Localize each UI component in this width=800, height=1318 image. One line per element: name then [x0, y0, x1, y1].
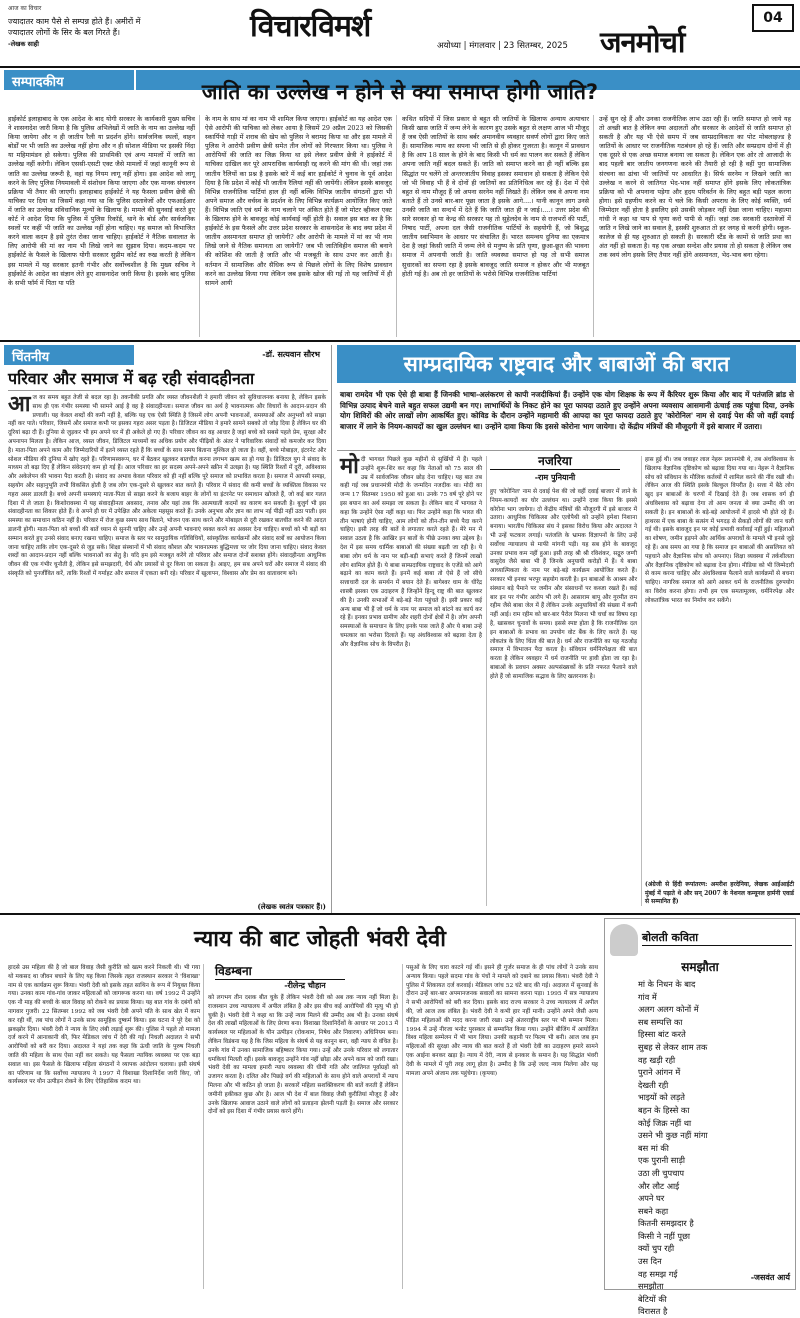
column-divider: [199, 115, 200, 337]
column-divider: [203, 964, 204, 1289]
poem-line: बेटियों की: [638, 1293, 667, 1304]
poem-line: क्यों चुप रही: [638, 1243, 675, 1254]
poem-line: वह खड़ी रही: [638, 1054, 676, 1065]
baba-col-1: [340, 453, 482, 900]
poem-line: समझौता: [638, 1281, 664, 1292]
section-logo: विचारविमर्श: [250, 9, 371, 44]
vidambana-label: विडम्बना: [215, 962, 345, 980]
editorial-col-2: के नाम के साथ मां का नाम भी शामिल किया जाएगा। हाईकोर्ट का यह आदेश एक ऐसे आरोपी की याचिका को लेकर आया है जिसमें 29 अप्रैल 2023 को जिसकी स्कार्पियो गाड़ी में शराब की खेप को पुलिस ने बरामद किया था और इस मामले में पुलिस ने आरोपी प्रवीण छेत्री समेत तीन लोगों को गिरफ्तार किया था। पुलिस ने आरोपियों की जाति का जिक्र किया था इसे लेकर प्रवीण छेत्री ने हाईकोर्ट में याचिका दाखिल कर पूरे आपराधिक कार्यवाही रद्द करने की मांग की थी। जहां तक जातीय रैलियों का प्रश्न है इसके बारे में कई बार हाईकोर्ट ने चुनाव के पूर्व आदेश दिया है कि प्रदेश में कोई भी जातीय रैलियां नहीं की जायेंगी। लेकिन इसके बावजूद विभिन्न राजनीतिक पार्टियां हाल ही नहीं बल्कि विभिन्न जातीय संगठनों द्वारा भी अपने समाज और वर्चस्व के प्रदर्शन के लिए विभिन्न कार्यक्रम आयोजित किए जाते हैं। विभिन्न जाति एवं धर्म के नाम चलाने पर अंकित होते हैं जो मोटर व्हीकल एक्ट के खिलाफ होने के बावजूद कोई कार्यवाई नहीं होती है। सवाल इस बात का है कि हाईकोर्ट के इस फैसले और उत्तर प्रदेश सरकार के शासनादेश के बाद क्या प्रदेश में जातीय असमानता समाप्त हो जायेगी? और आरोपी के मामले में मां का भी नाम लिखे जाने से नैतिक समानता आ जायेगी? जब भी जातिविहीन समाज की बनाने की कोशिश की जाती है जाति और भी मजबूती के साथ उभर कर आती है। वर्तमान में सामाजिक और सैधिक रूप से पिछले लोगों के लिए विशेष प्रावधान करने का उल्लेख किया गया लेकिन जब इसके खोज की गई तो यह जातियों में ही सामने आयी: [205, 115, 392, 287]
editorial-col-3: कथित सदियों में जिस प्रकार से बहुत सी जातियों के खिलाफ अन्याय अत्याचार किसी खास जाति में जन्म लेने के कारण हुए उसके बहुत से लक्षण आज भी मौजूद हैं जब ऐसी जातियों के साथ बर्बर अमानवीय व्यवहार सवर्ण लोगों द्वारा किए जाते हैं। सामाजिक न्याय का सपना भी जाति से ही होकर गुजरता है। कानून में प्रावधान है कि आप 18 साल के होने के बाद किसी भी धर्म का पालन कर सकते हैं लेकिन अपना जाति नहीं बदल सकते हैं। जाति को समाप्त करने का ही नहीं बल्कि इस सिद्धांत पर चलेंगे तो अन्तरजातीय विवाह इसका समाधान हो सकता है लेकिन ऐसे जो भी विवाह भी हैं वे दोनों ही जातियों का प्रतिनिधित्व कर रहे हैं। देश में ऐसे बहुत से नाम मौजूद हैं जो अपना सरनेम नहीं लिखते हैं। लेकिन जब वे अपना नाम बताते हैं तो उनसे बार-बार पूछा जाता है इसके आगे....। यानी कानून लाग उनसे उनकी जाति का सन्दर्भ में देते हैं कि जाति जात ही न जाई।....। उत्तर प्रदेश की सारे सरकार हो या केन्द्र की सरकार यह तो सुहेलदेव के नाम से राजभरों की पार्टी, निषाद पार्टी, अपना दल जैसी राजनीतिक पार्टियों के सहयोगी हैं, जो बिशुद्ध जातीय स्वाभिमान के आधार पर संचालित हैं। भारत समन्वय दुनिया का एकमात्र देश है जहां किसी जाति में जन्म लेने से मनुष्य के प्रति घृणा, छुआ-छूत की भावना समाज में अपनायी जाती है। जाति व्यवस्था समाप्त हो यह तो सभी समाज सुधारकों का सपना रहा है इसके बावजूद जाति समाज न होकर और भी मजबूत होती गई है। अब तो हर जातियों के भरोसे विभिन्न राजनीतिक पार्टियां: [402, 115, 589, 278]
poem-line: कितनी समझदार है: [638, 1218, 694, 1229]
poem-line: सबने कहा: [638, 1205, 669, 1216]
thought-author: -लेखक साही: [8, 40, 39, 48]
poem-line: किसी ने नहीं पूछा: [638, 1230, 690, 1241]
intro-rule: [337, 450, 796, 451]
chintan-headline: परिवार और समाज में बढ़ रही संवादहीनता: [8, 368, 328, 391]
chintan-body: [8, 391, 326, 900]
poem-line: बस मां की: [638, 1142, 669, 1153]
thought-label: आज का विचार: [8, 5, 42, 12]
poem-line: उस दिन: [638, 1256, 662, 1267]
poem-line: पुराने आंगन में: [638, 1067, 681, 1078]
poem-line: अलग अलग कोनों में: [638, 1004, 699, 1015]
bhanwari-byline: -रीलेन्द्र चौहान: [284, 980, 326, 990]
masthead-rule: [0, 66, 800, 68]
thought-quote: ज्यादातर काम पैसे से सम्पन्न होते हैं। अमीरों में ज्यादातर लोगों के सिर के बल गिरते हैं।: [8, 17, 141, 37]
column-divider: [402, 964, 403, 1289]
poem-line: एक पुरानी साड़ी: [638, 1155, 685, 1166]
poet-photo: [610, 924, 638, 956]
baba-footer: (अंग्रेजी से हिंदी रूपांतरण: अमरीश हरदेनिया, लेखक आईआईटी मुंबई में पढ़ाते थे और सन् 2007 के नेशनल कम्यूनल हार्मनी एवार्ड से सम्मानित हैं): [645, 881, 794, 905]
editorial-col-1: हाईकोर्ट इलाहाबाद के एक आदेश के बाद योगी सरकार के कार्यकारी मुख्य सचिव ने शासनादेश जारी किया है कि पुलिस अभिलेखों में जाति के नाम का उल्लेख नहीं किया जायेगा और न ही जातीय रैली या प्रदर्शन होंगे। सार्वजनिक स्थलों, वाहन बोर्डों पर भी जाति का उल्लेख नहीं होगा और न ही सोशल मीडिया पर इसकी निंदा या महिमामंडन हो सकेगा। पुलिस की प्राथमिकी एवं अन्य मामलों में जाति का उल्लेख नहीं करेगी। लेकिन एससी-एसटी एक्ट जैसे मामलों में जहां कानूनी रूप से जाति का उल्लेख जरूरी है, वहां यह नियम लागू नहीं होगा। इस आदेश को लागू करने के लिए पुलिस नियमावली में संशोधन किया जाएगा और एक मानक संचालन प्रक्रिया भी तैयार की जाएगी। इलाहाबाद हाईकोर्ट ने यह फैसला प्रवीण छेत्री की याचिका पर दिया था जिसमें कहा गया था कि पुलिस दस्तावेजों और एफआईआर में जाति का उल्लेख संविधानिक मूल्यों के खिलाफ है। मामले की सुनवाई करते हुए कोर्ट ने आदेश दिया कि पुलिस में पुलिस रिकॉर्ड, थाने के बोर्ड और सार्वजनिक स्थलों पर कहीं भी जाति का उल्लेख नहीं होना चाहिए। यह समाज को विभाजित करने वाला कदम है इसे तुरंत रोका जाना चाहिए। हाईकोर्ट ने नैतिक सवालात के लिए आरोपी की मां का नाम भी लिखे जाने का सुझाव दिया। कदम-कदम पर हाईकोर्ट के फैसले के खिलाफ योगी सरकार सुप्रीम कोर्ट का रुख करती है लेकिन इस मामले में यह सरकार इतनी गंभीर और सर्वोच्चशील है कि मुख्य सचिव ने हाईकोर्ट के आदेश का संज्ञान लेते हुए शासनादेश जारी किया है। इसके बाद पुलिस के सभी फॉर्म में पिता या पति: [8, 115, 195, 287]
poem-line: वह समझ गई: [638, 1268, 678, 1279]
poem-line: कोई जिक्र नहीं था: [638, 1117, 692, 1128]
section-rule: [0, 340, 800, 342]
poem-line: देखती रही: [638, 1079, 669, 1090]
bhanwari-headline: न्याय की बाट जोहती भंवरी देवी: [194, 927, 446, 952]
poem-title: समझौता: [681, 960, 719, 974]
poem-line: मां के निधन के बाद: [638, 979, 696, 989]
baba-byline: -राम पुनियानी: [534, 472, 576, 482]
poem-line: उसने भी कुछ नहीं मांगा: [638, 1130, 708, 1141]
baba-headline: साम्प्रदायिक राष्ट्रवाद और बाबाओं की बरात: [403, 352, 730, 376]
bhanwari-col-1: हादसे उस महिला की है जो बाल विवाह जैसी कुरीति को खत्म करने निकली थी। भी गया थो मकसद था जीवन बचाने के लिए यह किया जिसके तहत राजस्थान सरकार ने 'विशाखा' नाम से एक कार्यक्रम शुरू किया। भंवरी देवी को इसके तहत साथिन के रूप में नियुक्त किया गया। उनका काम गांव-गांव जाकर महिलाओं को जागरूक करना था। वर्ष 1992 में उन्होंने एक नौ माह की बच्ची के बाल विवाह को रोकने का प्रयास किया। यह बात गांव के दबंगों को नागवार गुजरी। 22 सितम्बर 1992 को जब भंवरी देवी अपने पति के साथ खेत में काम कर रही थीं, तब पांच लोगों ने उनके साथ सामूहिक दुष्कर्म किया। इस घटना ने पूरे देश को झकझोर दिया। भंवरी देवी ने न्याय के लिए लंबी लड़ाई शुरू की। पुलिस ने पहले तो मामला दर्ज करने में आनाकानी की, फिर मेडिकल जांच में देरी की गई। निचली अदालत ने सभी आरोपियों को बरी कर दिया। अदालत ने यहां तक कहा कि ऊंची जाति के पुरुष निचली जाति की महिला के साथ ऐसा नहीं कर सकते। यह फैसला न्यायिक व्यवस्था पर एक बड़ा सवाल था। इस फैसले के खिलाफ महिला संगठनों ने व्यापक आंदोलन चलाया। इसी संघर्ष का परिणाम था कि सर्वोच्च न्यायालय ने 1997 में विशाखा दिशानिर्देश जारी किए, जो कार्यस्थल पर यौन उत्पीड़न रोकने के लिए ऐतिहासिक कदम था।: [8, 965, 200, 1086]
baba-col-2: हुए 'कोरोनिल' नाम से दवाई पेश की जो वहीं दवाई बाजार में लाने के नियम-कायदों का घोर उल्लंघन था। उन्होंने दावा किया कि इससे कोरोना भाग जायेगा। दो केंद्रीय मंत्रियों की मौजूदगी में इसे बाजार में उतारा। आधुनिक चिकित्सा और एलोपैथी को उन्होंने हमेशा निशाना बनाया। भारतीय चिकित्सा संघ ने इसका विरोध किया और अदालत ने भी उन्हें फटकार लगाई। पतंजलि के भ्रामक विज्ञापनों के लिए उन्हें सर्वोच्च न्यायालय से माफी मांगनी पड़ी। यह सब होने के बावजूद उनका प्रभाव कम नहीं हुआ। इसी तरह श्री श्री रविशंकर, सद्गुरु जग्गी वासुदेव जैसे बाबा भी हैं जिनके अनुयायी करोड़ों में हैं। ये बाबा आध्यात्मिकता के नाम पर बड़े-बड़े कार्यक्रम आयोजित करते हैं। सरकार भी इनका भरपूर सहयोग करती है। इन बाबाओं के आश्रम और संस्थान बड़े पैमाने पर जमीन और संसाधनों पर कब्जा रखते हैं। कई बार इन पर गंभीर आरोप भी लगे हैं। आसाराम बापू और गुरमीत राम रहीम जैसे बाबा जेल में हैं लेकिन उनके अनुयायियों की संख्या में कमी नहीं आई। राम रहीम को बार-बार पैरोल मिलना भी चर्चा का विषय रहा है, खासकर चुनावों के समय। इससे स्पष्ट होता है कि राजनीतिक दल इन बाबाओं के प्रभाव का उपयोग वोट बैंक के लिए करते हैं। यह लोकतंत्र के लिए चिंता की बात है। धर्म और राजनीति का यह गठजोड़ समाज में विभाजन पैदा करता है। संविधान धर्मनिरपेक्षता की बात करता है लेकिन व्यवहार में धर्म राजनीति पर हावी होता जा रहा है। बाबाओं के प्रवचन अक्सर अल्पसंख्यकों के प्रति नफरत फैलाने वाले होते हैं जो सामाजिक सद्भाव के लिए खतरनाक है।: [490, 489, 637, 680]
poem-author: -जसवंत आर्य: [750, 1272, 790, 1282]
poem-section-label: बोलती कविता: [642, 930, 792, 946]
poem-line: अपने घर: [638, 1193, 665, 1204]
poem-line: गांव में: [638, 991, 657, 1002]
bhanwari-col-3: पसुओं के लिए चारा काटने गई थीं। इसने ही गुर्जर समाज के ही पांच लोगों ने उनके साथ अन्याय किया। पहले सदमा गांव के पंचों ने मामले को दबाने का प्रयास किया। भंवरी देवी ने पुलिस में शिकायत दर्ज करवाई। मेडिकल जांच 52 घंटे बाद की गई। अदालत में सुनवाई के दौरान उन्हें बार-बार अपमानजनक सवालों का सामना करना पड़ा। 1995 में सत्र न्यायालय ने सभी आरोपियों को बरी कर दिया। इसके बाद राज्य सरकार ने उच्च न्यायालय में अपील की, जो आज तक लंबित है। भंवरी देवी ने कभी हार नहीं मानी। उन्होंने अपने जैसी अन्य पीड़ित महिलाओं की मदद करना जारी रखा। उन्हें अंतरराष्ट्रीय स्तर पर भी सम्मान मिला। 1994 में उन्हें नीरजा भनोट पुरस्कार से सम्मानित किया गया। उन्होंने बीजिंग में आयोजित विश्व महिला सम्मेलन में भी भाग लिया। उनकी कहानी पर फिल्म भी बनी। आज जब हम महिलाओं की सुरक्षा और न्याय की बात करते हैं तो भंवरी देवी का उदाहरण हमारे सामने एक आईना बनकर खड़ा है। न्याय में देरी, न्याय से इनकार के समान है। यह सिद्धांत भंवरी देवी के मामले में पूरी तरह लागू होता है। उम्मीद है कि उन्हें जल्द न्याय मिलेगा और यह मामला अपने अंजाम तक पहुंचेगा। (कृपया): [406, 965, 598, 1077]
poem-line: उठा ली चुपचाप: [638, 1167, 685, 1178]
page-number: 04: [752, 4, 794, 32]
baba-col-3: हास हुई थी। जब जवाहर लाल नेहरू प्रधानमंत्री थे, तब अंधविश्वास के खिलाफ वैज्ञानिक दृष्टिकोण को बढ़ावा दिया गया था। नेहरू ने वैज्ञानिक सोच को संविधान के मौलिक कर्तव्यों में शामिल करने की नींव रखी थी। लेकिन आज की स्थिति इसके बिल्कुल विपरीत है। सत्ता में बैठे लोग खुद इन बाबाओं के चरणों में दिखाई देते हैं। जब शासक वर्ग ही अंधविश्वास को बढ़ावा देगा तो आम जनता से क्या उम्मीद की जा सकती है। इन बाबाओं के बड़े-बड़े आयोजनों में हादसे भी होते रहे हैं। हाथरस में एक बाबा के सत्संग में भगदड़ से सैकड़ों लोगों की जान चली गई थी। इसके बावजूद इन पर कोई प्रभावी कार्रवाई नहीं हुई। महिलाओं का शोषण, जमीन हड़पने और आर्थिक अपराधों के मामले भी इनसे जुड़े रहे हैं। अब समय आ गया है कि समाज इन बाबाओं की असलियत को पहचाने और वैज्ञानिक सोच को अपनाए। शिक्षा व्यवस्था में तर्कशीलता और वैज्ञानिक दृष्टिकोण को बढ़ावा देना होगा। मीडिया को भी जिम्मेदारी से काम करना चाहिए और अंधविश्वास फैलाने वाले कार्यक्रमों से बचना चाहिए। नागरिक समाज को आगे आकर धर्म के राजनीतिक दुरुपयोग का विरोध करना होगा। तभी हम एक समतामूलक, धर्मनिरपेक्ष और लोकतांत्रिक भारत का निर्माण कर सकेंगे।: [645, 457, 794, 604]
column-divider: [641, 456, 642, 906]
editorial-section-label: सम्पादकीय: [4, 70, 134, 90]
poem-line: भाइयों को लड़ते: [638, 1092, 685, 1103]
chintan-section-label: चिंतनीय: [4, 345, 134, 365]
baba-intro: बाबा रामदेव भी एक ऐसे ही बाबा हैं जिनकी भाषा-अलंकरण से कापी नजदीकियां हैं। उन्होंने एक योग शिक्षक के रूप में कैरियर शुरू किया और बाद में पतंजलि ब्रांड से विभिन्न उत्पाद बेचने वाले बहुत सफल उद्यमी बन गए। लाभार्थियों के निकट होने का पूरा फायदा उठाते हुए उन्होंने अपना व्यवसाय आसमानी ऊंचाई तक पहुंचा दिया, उनके योग शिविरों की ओर लाखों लोग आकर्षित हुए। कोविड के दौरान उन्होंने महामारी की आपदा का पूरा फायदा उठाते हुए 'कोरोनिल' नाम से दवाई पेश की जो वहीं दवाई बाजार में लाने के नियम-कायदों का खुल उल्लंघन था। उन्होंने दावा किया कि इससे कोरोना भाग जायेगा। दो केंद्रीय मंत्रियों की मौजूदगी में इसे बाजार में उतारा।: [340, 390, 794, 431]
chintan-footer: (लेखक स्वतंत्र पत्रकार हैं।): [257, 902, 326, 911]
column-divider: [396, 115, 397, 337]
chintan-byline: -डॉ. सत्यवान सौरभ: [262, 349, 320, 359]
column-divider: [331, 345, 332, 913]
baba-dropcap: मो: [340, 453, 359, 479]
poem-line: और लौट आई: [638, 1180, 680, 1191]
poem-line: विरासत है: [638, 1306, 668, 1317]
nazariya-label: नजरिया: [490, 452, 620, 470]
thought-box: [8, 4, 158, 70]
column-divider: [593, 115, 594, 337]
baba-col-1-text: दी भागवत पिछले कुछ महीनों से सुर्खियों में हैं। पहले उन्होंने शुरू-शिर कर कहा कि नेताओं को 75 साल की उम्र में सार्वजनिक जीवन छोड़ देना चाहिए। यह बात तब कही गई जब प्रधानमंत्री मोदी के जन्मदिन नजदीक था। मोदी का जन्म 17 सितम्बर 1950 को हुआ था। उनके 75 वर्ष पूरे होने पर इस बयान का अर्थ समझा जा सकता है। लेकिन बाद में भागवत ने कहा कि उन्होंने ऐसा नहीं कहा था। फिर उन्होंने कहा कि भारत की तीन भाषाएं होनी चाहिए, आम लोगों को तीन-तीन बच्चे पैदा करने चाहिए। इसी तरह की बातें वे लगातार करते रहते हैं। मेरे मन में सवाल उठता है कि आखिर इन बातों के पीछे उनका क्या उद्देश्य है। देश में इस समय धार्मिक बाबाओं की संख्या बढ़ती जा रही है। ये बाबा लोग धर्म के नाम पर बड़ी-बड़ी सभाएं करते हैं जिनमें लाखों लोग शामिल होते हैं। ये बाबा साम्प्रदायिक राष्ट्रवाद के एजेंडे को आगे बढ़ाने का काम करते हैं। इनमें कई बाबा तो ऐसे हैं जो सीधे सत्ताधारी दल के समर्थन में बयान देते हैं। बागेश्वर धाम के धीरेंद्र शास्त्री इसका एक उदाहरण हैं जिन्होंने हिन्दू राष्ट्र की बात खुलकर की है। उनकी सभाओं में बड़े-बड़े नेता पहुंचते हैं। इसी प्रकार कई अन्य बाबा भी हैं जो धर्म के नाम पर समाज को बांटने का कार्य कर रहे हैं। इनका प्रभाव ग्रामीण और शहरी दोनों क्षेत्रों में है। लोग अपनी समस्याओं के समाधान के लिए इनके पास जाते हैं और ये बाबा उन्हें चमत्कार का भरोसा दिलाते हैं। यह अंधविश्वास को बढ़ावा देता है और वैज्ञानिक सोच के विपरीत है।: [340, 457, 482, 648]
section-rule: [0, 913, 800, 915]
poem-line: बहन के हिस्से का: [638, 1104, 690, 1115]
chintan-dropcap: आ: [8, 391, 31, 417]
editorial-col-4: उन्हें सुन रहे हैं और उनका राजनीतिक लाभ उठा रही हैं। जाति समाप्त हो जाये यह तो अच्छी बात है लेकिन क्या अदालतों और सरकार के आदेशों से जाति समाप्त हो सकती है और यह भी ऐसे समय में जब साम्प्रदायिकता का पोट मोबलाइज्ड है जातियों के आधार पर राजनीतिक गठबंधन हो रहे हैं। जाति और सम्प्रदाय दोनों में ही एक दूसरे से एक अच्छ समाज बनाया जा सकता है। लेकिन एक ओर तो आजादी के बाद पहली बार जातीय जनगणना करने की तैयारी हो रही है वहीं पुरा सामाजिक संरचना का ढांचा भी जातियों पर आधारित है। सिर्फ सरनेम न लिखने जाति का उल्लेख न करने से जातिगत भेद-भाव नहीं समाप्त होंगे इसके लिए लोकतांत्रिक प्रक्रिया को भी अपनाना पड़ेगा और हृदय परिवर्तन के लिए बहुत बड़ी पहल करना होगा। इसे ग्रहणीय करने का ये चले कि किसी अपराध के लिए कोई व्यक्ति, धर्म जिम्मेदार नहीं होता है इसलिए इसे उसकी जोड़कर नहीं देखा जाना चाहिए। महात्मा गांधी ने कहा था पाप से घृणा करो पापी से नहीं। जहां तक सरकारी दस्तावेजों में जाति न लिखे जाने का सवाल है, इसकी शुरुआत तो हर जगह से करनी होगी। स्कूल-कालेज से ही यह शुरुआत हो सकती है। सरकारी स्टैंड के कामों से जाति प्रथा का अंत नहीं हो सकता है। यह एक अच्छा सन्देश और प्रयास तो हो सकता है लेकिन जब तक स्वयं लोग इसके लिए तैयार नहीं होंगे असमानता, भेद-भाव बना रहेगा।: [599, 115, 791, 260]
dateline: अयोध्या | मंगलवार | 23 सितम्बर, 2025: [437, 41, 568, 51]
poem-line: सुबह से लेकर शाम तक: [638, 1041, 708, 1052]
bhanwari-col-2: को लगभग तीन दशक बीत चुके हैं लेकिन भंवरी देवी को अब तक न्याय नहीं मिला है। राजस्थान उच्च न्यायालय में अपील लंबित है और इस बीच कई आरोपियों की मृत्यु भी हो चुकी है। भंवरी देवी ने कहा था कि उन्हें न्याय मिलने की उम्मीद अब भी है। उनका संघर्ष देश की लाखों महिलाओं के लिए प्रेरणा बना। विशाखा दिशानिर्देशों के आधार पर 2013 में कार्यस्थल पर महिलाओं के यौन उत्पीड़न (रोकथाम, निषेध और निवारण) अधिनियम बना। लेकिन विडंबना यह है कि जिस महिला के संघर्ष से यह कानून बना, वही न्याय से वंचित है। उनके गांव में उनका सामाजिक बहिष्कार किया गया। उन्हें और उनके परिवार को लगातार धमकियां मिलती रहीं। इसके बावजूद उन्होंने गांव नहीं छोड़ा और अपने काम को जारी रखा। भंवरी देवी का मामला हमारी न्याय व्यवस्था की धीमी गति और जातिगत पूर्वाग्रहों को उजागर करता है। दलित और पिछड़े वर्ग की महिलाओं के साथ होने वाले अपराधों में न्याय मिलना और भी कठिन हो जाता है। सरकारें महिला सशक्तिकरण की बातें करती हैं लेकिन जमीनी हकीकत कुछ और है। आज भी देश में बाल विवाह जैसी कुरीतियां मौजूद हैं और उनके खिलाफ आवाज उठाने वाले लोगों को प्रताड़ना झेलनी पड़ती है। समाज और सरकार दोनों को इस दिशा में गंभीर प्रयास करने होंगे।: [208, 995, 398, 1116]
poem-line: हिस्सा बांट करते: [638, 1029, 686, 1040]
paper-logo: जनमोर्चा: [600, 25, 685, 59]
editorial-headline: जाति का उल्लेख न होने से क्या समाप्त होगी जाति?: [201, 80, 599, 104]
chintan-text: ज का समय बहुत तेजी से बदल रहा है। तकनीकी प्रगति और व्यस्त जीवनशैली ने हमारी जीवन को सुविधाजनक बनाया है, लेकिन इसके साथ ही एक गंभीर समस्या भी सामने आई है वह है संवादहीनता। समाज जीवन का अर्थ है भावनात्मक और विचारों के आदान-प्रदान की प्रणाली। यह केवल शब्दों की कमी नहीं है, बल्कि यह एक ऐसी स्थिति है जिसमें लोग अपनी भावनाओं, समस्याओं और अनुभवों को साझा नहीं कर पाते। परिवार, जिसमें और समाज कभी पर इसका गहरा असर पड़ता है। डिजिटल मीडिया ने हमारे सामने सबको तो जोड़ दिया है लेकिन घर की दूरियां बढ़ा दी हैं। दुनिया से जुड़कर भी हम अपने घर में ही अकेले हो गए हैं। परिवार जीवन का वह आधार है जहां बच्चे को सबसे पहले प्रेम, सुरक्षा और अपनापन मिलता है। लेकिन आज, व्यस्त जीवन, डिजिटल माध्यमों का अधिक प्रयोग और पीढ़ियों के अंतर ने पारिवारिक संवादों को कमजोर कर दिया है। माता-पिता अपने काम और जिम्मेदारियों में इतने व्यस्त रहते हैं कि बच्चों के साथ समय बिताना मुश्किल हो जाता है। वहीं, बच्चे मोबाइल, इंटरनेट और सोशल मीडिया की दुनिया में खोए रहते हैं। परिणामस्वरूप, घर में बैठकर खुलकर बातचीत करना लगभग खत्म सा हो गया है। डिजिटल युग ने संवाद के माध्यम तो बढ़ा दिए हैं लेकिन संवेदनाएं कम हो गई हैं। आज परिवार का हर सदस्य अपने-अपने स्क्रीन में उलझा है। यह स्थिति रिश्तों में दूरी, अविश्वास और अकेलेपन की भावना पैदा करती है। संवाद का अभाव केवल परिवार को ही नहीं बल्कि पूरे समाज को प्रभावित करता है। समाज में आपसी समझ, सहयोग और सहानुभूति तभी विकसित होती है जब लोग एक-दूसरे से खुलकर बात करते हैं। परिवार में संवाद की कमी बच्चों के व्यक्तित्व विकास पर गहरा असर डालती है। बच्चे अपनी समस्याएं माता-पिता से साझा करने के बजाय बाहर के लोगों या इंटरनेट पर समाधान खोजते हैं, जो कई बार गलत दिशा में ले जाता है। किशोरावस्था में यह संवादहीनता अवसाद, तनाव और यहां तक कि आत्मघाती कदमों का कारण बन सकती है। बुजुर्ग भी इस संवादहीनता का शिकार होते हैं। वे अपने ही घर में उपेक्षित और अकेला महसूस करते हैं। उनके अनुभव और ज्ञान का लाभ नई पीढ़ी नहीं उठा पाती। इस समस्या का समाधान कठिन नहीं है। परिवार में रोज कुछ समय साथ बिताने, भोजन एक साथ करने और मोबाइल से दूरी रखकर बातचीत करने की आदत डालनी होगी। माता-पिता को बच्चों की बातें ध्यान से सुननी चाहिए और उन्हें अपनी भावनाएं व्यक्त करने का अवसर देना चाहिए। बच्चों को भी बड़ों का सम्मान करते हुए उनसे संवाद बनाए रखना चाहिए। समाज के स्तर पर सामुदायिक गतिविधियों, सांस्कृतिक कार्यक्रमों और संवाद सत्रों का आयोजन किया जाना चाहिए ताकि लोग एक-दूसरे से जुड़ सकें। शिक्षा संस्थानों में भी संवाद कौशल और भावनात्मक बुद्धिमत्ता पर जोर दिया जाना चाहिए। संवाद केवल शब्दों का आदान-प्रदान नहीं बल्कि भावनाओं का सेतु है। यदि हम इसे मजबूत करेंगे तो परिवार और समाज दोनों सशक्त होंगे। संवादहीनता आधुनिक जीवन की एक गंभीर चुनौती है, लेकिन इसे समझदारी, धैर्य और प्रयासों से दूर किया जा सकता है। आइए, हम सब अपने घरों और समाज में संवाद की संस्कृति को पुनर्जीवित करें, ताकि रिश्तों में गर्माहट और समाज में एकता बनी रहे। परिवार में खुलापन, विश्वास और प्रेम का वातावरण बने।: [8, 395, 326, 577]
poem-line: सब सम्पत्ति का: [638, 1016, 683, 1027]
column-divider: [486, 456, 487, 906]
